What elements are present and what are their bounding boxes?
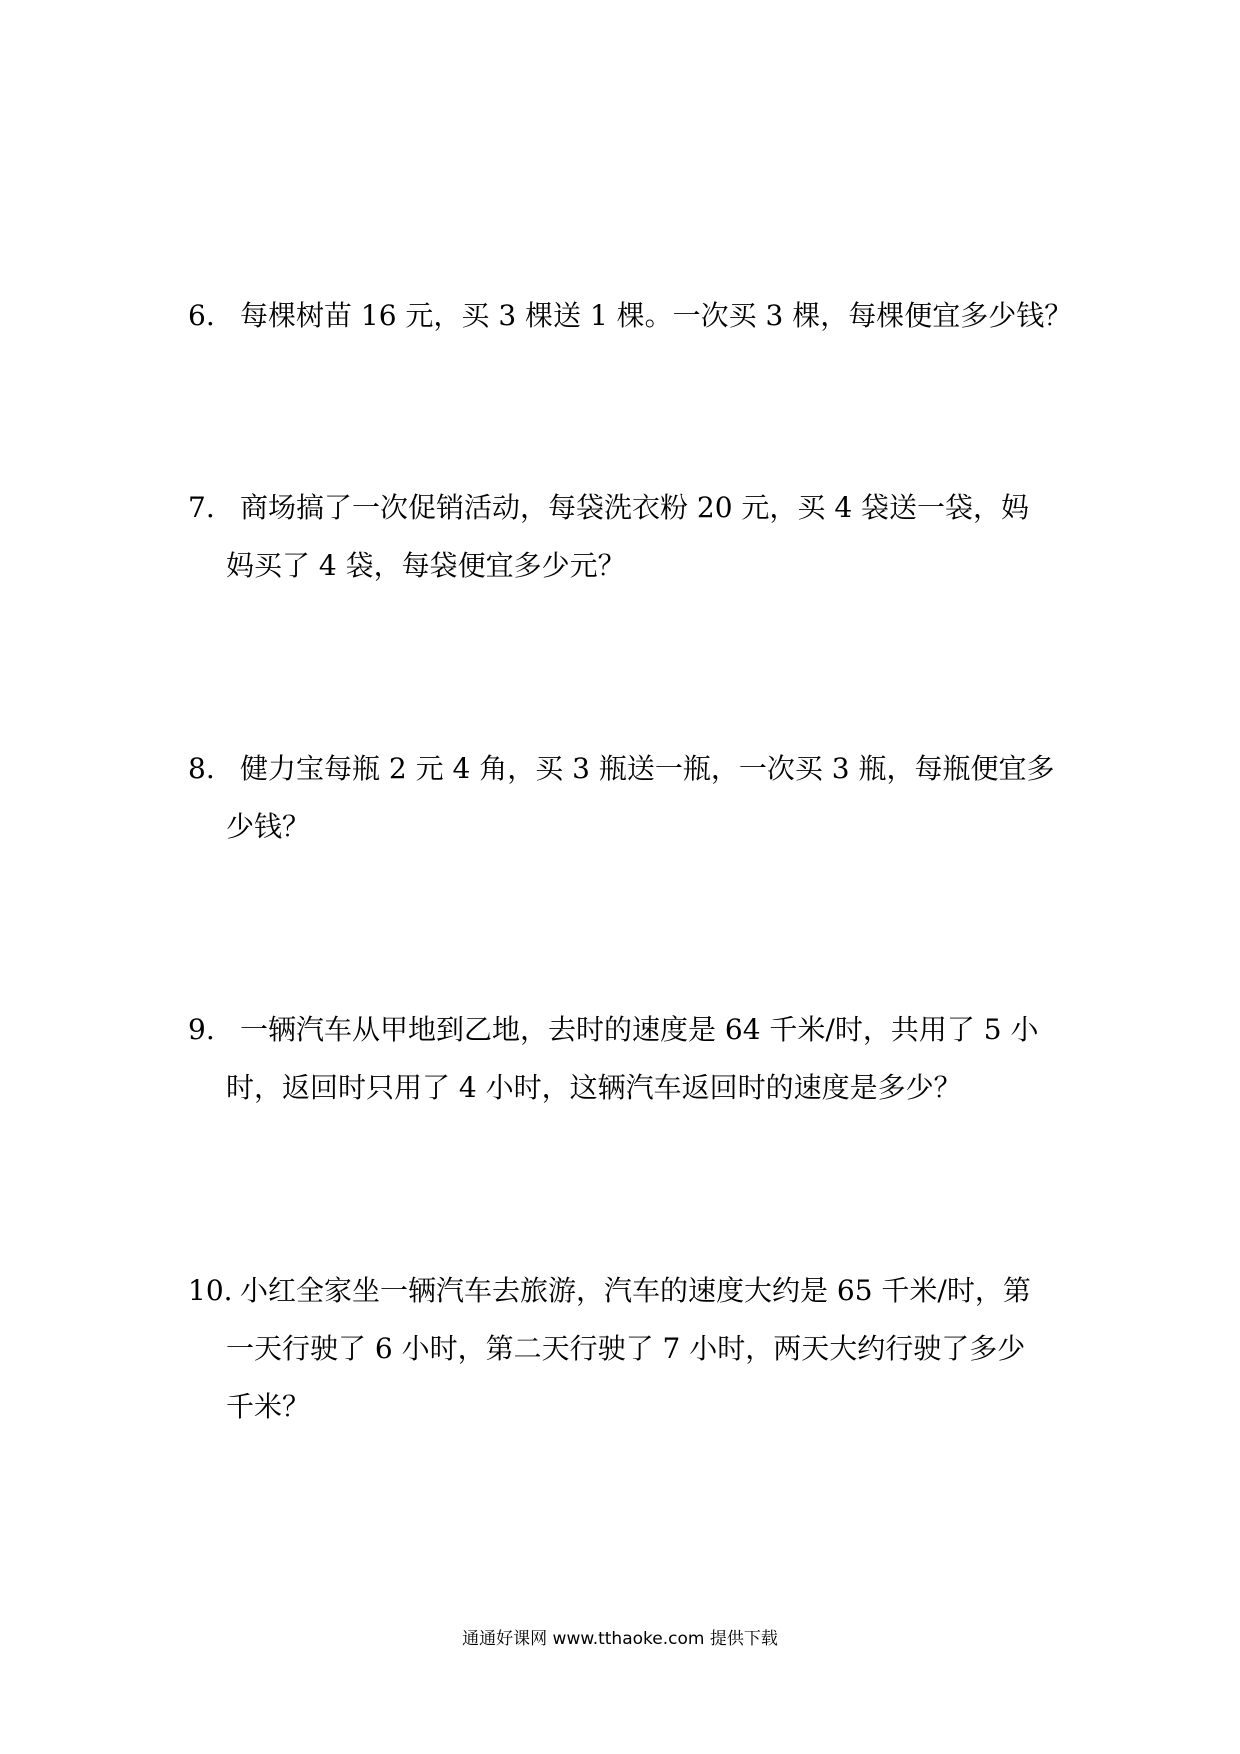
- page-footer: 通通好课网 www.tthaoke.com 提供下载: [462, 1629, 778, 1649]
- question-number: 8.: [188, 752, 215, 785]
- question-number: 6.: [188, 299, 215, 332]
- question-text-line: 妈买了 4 袋，每袋便宜多少元？: [226, 549, 626, 582]
- question-text-line: 少钱？: [226, 810, 311, 843]
- question-number: 9.: [188, 1013, 215, 1046]
- question-text-line: 千米？: [226, 1390, 311, 1423]
- question-text-line: 小红全家坐一辆汽车去旅游，汽车的速度大约是 65 千米/时，第: [240, 1274, 1031, 1307]
- question-text-line: 一天行驶了 6 小时，第二天行驶了 7 小时，两天大约行驶了多少: [226, 1332, 1026, 1365]
- question-6: [188, 287, 1073, 345]
- question-text-line: 每棵树苗 16 元，买 3 棵送 1 棵。一次买 3 棵，每棵便宜多少钱？: [240, 299, 1073, 332]
- question-text-line: 一辆汽车从甲地到乙地，去时的速度是 64 千米/时，共用了 5 小: [240, 1013, 1039, 1046]
- question-text-line: 商场搞了一次促销活动，每袋洗衣粉 20 元，买 4 袋送一袋，妈: [240, 491, 1030, 524]
- question-10: [188, 1262, 1068, 1436]
- question-text-line: 健力宝每瓶 2 元 4 角，买 3 瓶送一瓶，一次买 3 瓶，每瓶便宜多: [240, 752, 1055, 785]
- question-number: 10.: [188, 1274, 233, 1307]
- question-7: [188, 479, 1068, 595]
- question-number: 7.: [188, 491, 215, 524]
- question-9: [188, 1001, 1068, 1117]
- question-8: [188, 740, 1068, 856]
- question-text-line: 时，返回时只用了 4 小时，这辆汽车返回时的速度是多少？: [226, 1071, 962, 1104]
